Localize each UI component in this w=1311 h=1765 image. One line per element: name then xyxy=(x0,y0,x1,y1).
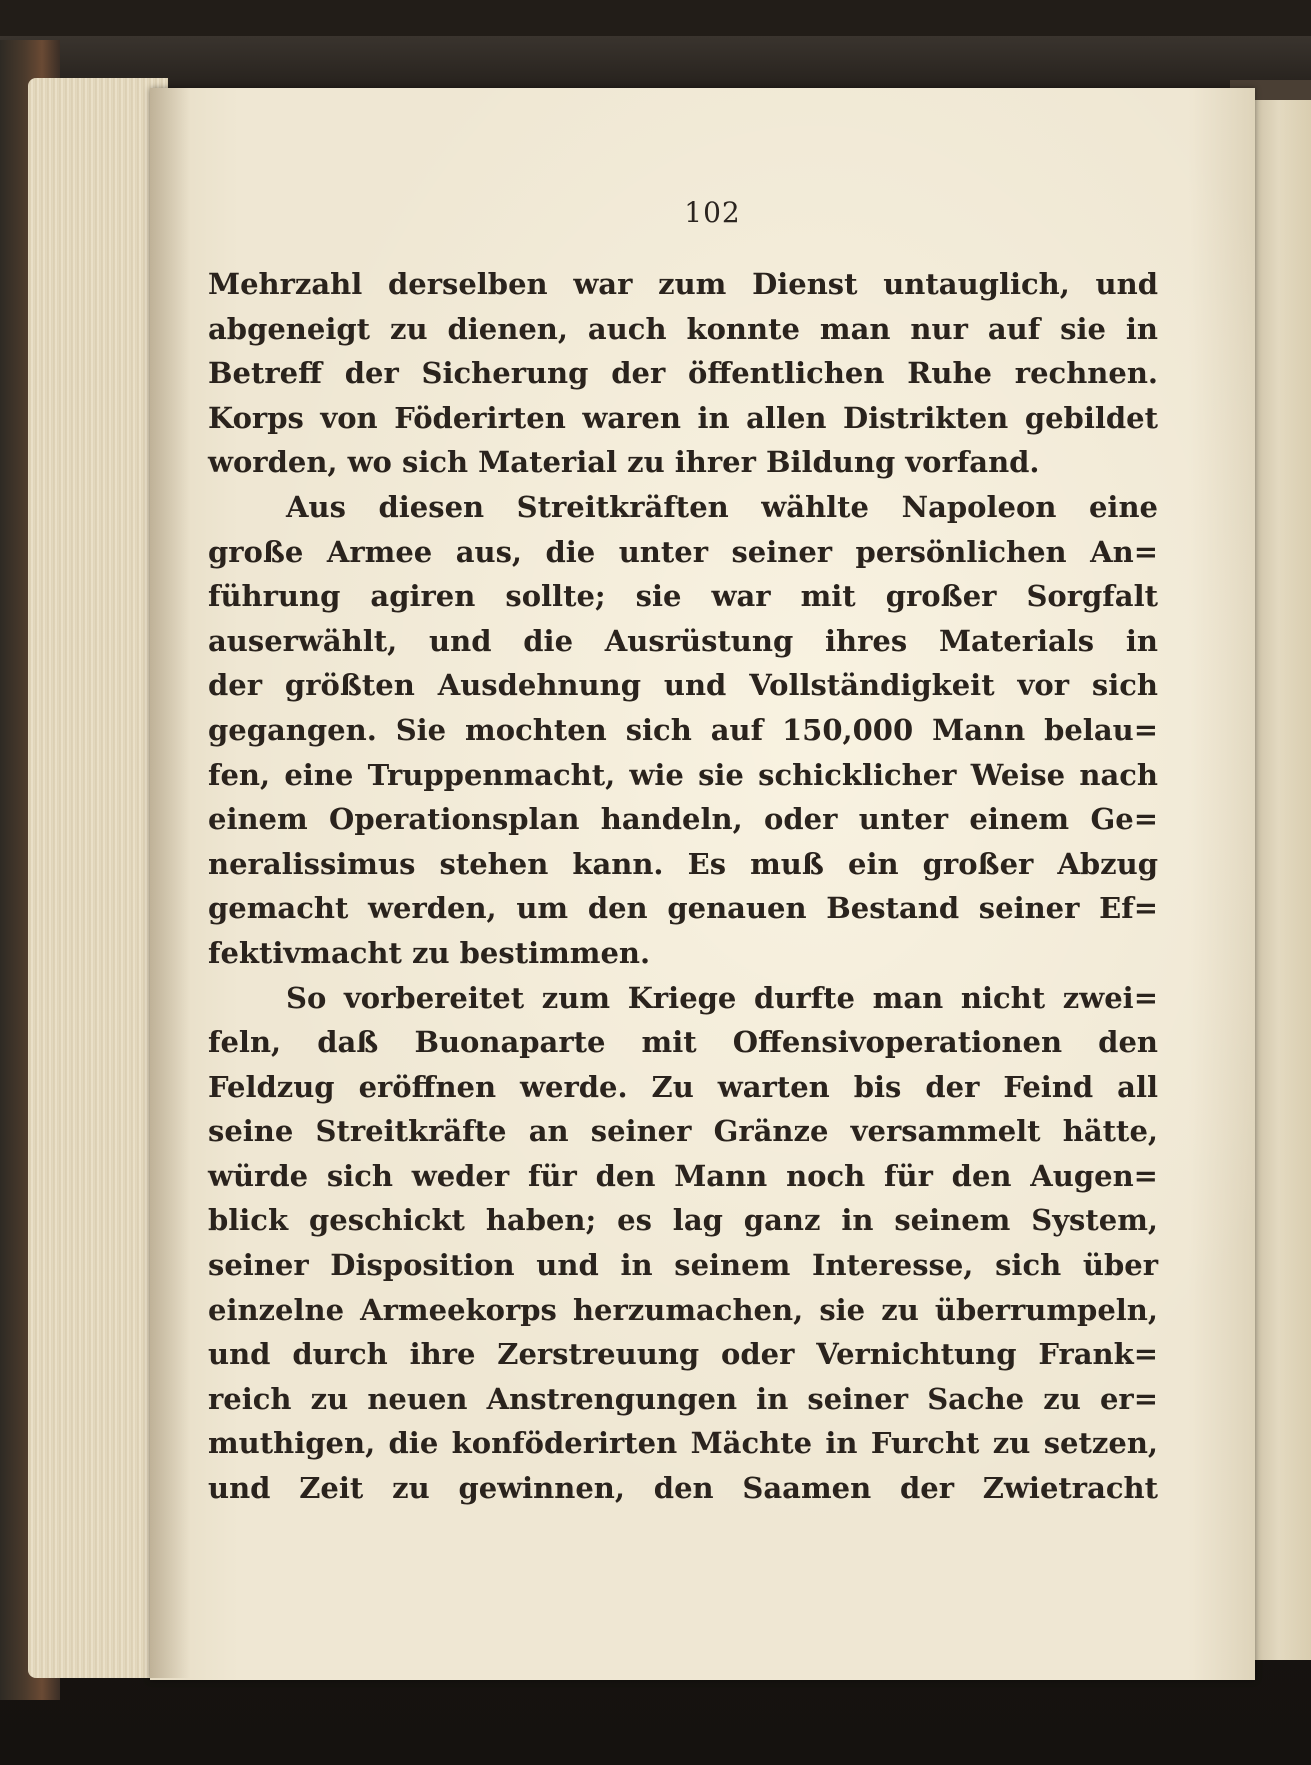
text-line: worden, wo sich Material zu ihrer Bildung vorfand. xyxy=(208,445,1040,480)
text-line: einzelne Armeekorps herzumachen, sie zu überrumpeln, xyxy=(208,1292,1158,1327)
text-line: fektivmacht zu bestimmen. xyxy=(208,935,651,970)
text-line: führung agiren sollte; sie war mit großer Sorgfalt xyxy=(208,579,1158,614)
text-line: auserwählt, und die Ausrüstung ihres Materials in xyxy=(208,623,1158,658)
text-line: Mehrzahl derselben war zum Dienst untauglich, und xyxy=(208,267,1158,301)
text-line: der größten Ausdehnung und Vollständigkeit vor sich xyxy=(208,668,1158,703)
gutter-shadow xyxy=(150,88,190,1678)
text-line: seine Streitkräfte an seiner Gränze versammelt hätte, xyxy=(208,1114,1158,1149)
text-line: muthigen, die konföderirten Mächte in Furcht zu setzen, xyxy=(208,1426,1158,1461)
text-line: neralissimus stehen kann. Es muß ein großer Abzug xyxy=(208,846,1158,881)
page-text-block xyxy=(208,262,1158,1511)
text-line: reich zu neuen Anstrengungen in seiner Sache zu er= xyxy=(208,1381,1158,1416)
page-stack-edge xyxy=(28,78,168,1678)
text-line: und Zeit zu gewinnen, den Saamen der Zwietracht xyxy=(208,1471,1158,1506)
text-line: und durch ihre Zerstreuung oder Vernichtung Frank= xyxy=(208,1337,1158,1372)
text-line: abgeneigt zu dienen, auch konnte man nur auf sie in xyxy=(208,311,1158,346)
text-line: gemacht werden, um den genauen Bestand seiner Ef= xyxy=(208,891,1158,926)
text-line: fen, eine Truppenmacht, wie sie schicklicher Weise nach xyxy=(208,757,1158,792)
text-line: feln, daß Buonaparte mit Offensivoperationen den xyxy=(208,1025,1158,1060)
text-line: Korps von Föderirten waren in allen Distrikten gebildet xyxy=(208,400,1158,435)
text-line: blick geschickt haben; es lag ganz in seinem System, xyxy=(208,1203,1158,1238)
text-line: seiner Disposition und in seinem Interesse, sich über xyxy=(208,1248,1158,1283)
text-line: Betreff der Sicherung der öffentlichen Ruhe rechnen. xyxy=(208,356,1158,391)
paragraph-start-line: Aus diesen Streitkräften wählte Napoleon eine xyxy=(286,489,1158,524)
paragraph-start-line: So vorbereitet zum Kriege durfte man nicht zwei= xyxy=(286,980,1158,1015)
facing-page-edge xyxy=(1255,100,1311,1660)
text-line: einem Operationsplan handeln, oder unter einem Ge= xyxy=(208,802,1158,837)
text-line: würde sich weder für den Mann noch für den Augen= xyxy=(208,1158,1158,1193)
page-number: 102 xyxy=(684,196,741,229)
text-line: gegangen. Sie mochten sich auf 150,000 Mann belau= xyxy=(208,712,1158,747)
text-line: große Armee aus, die unter seiner persönlichen An= xyxy=(208,534,1158,569)
text-line: Feldzug eröffnen werde. Zu warten bis der Feind all xyxy=(208,1069,1158,1104)
